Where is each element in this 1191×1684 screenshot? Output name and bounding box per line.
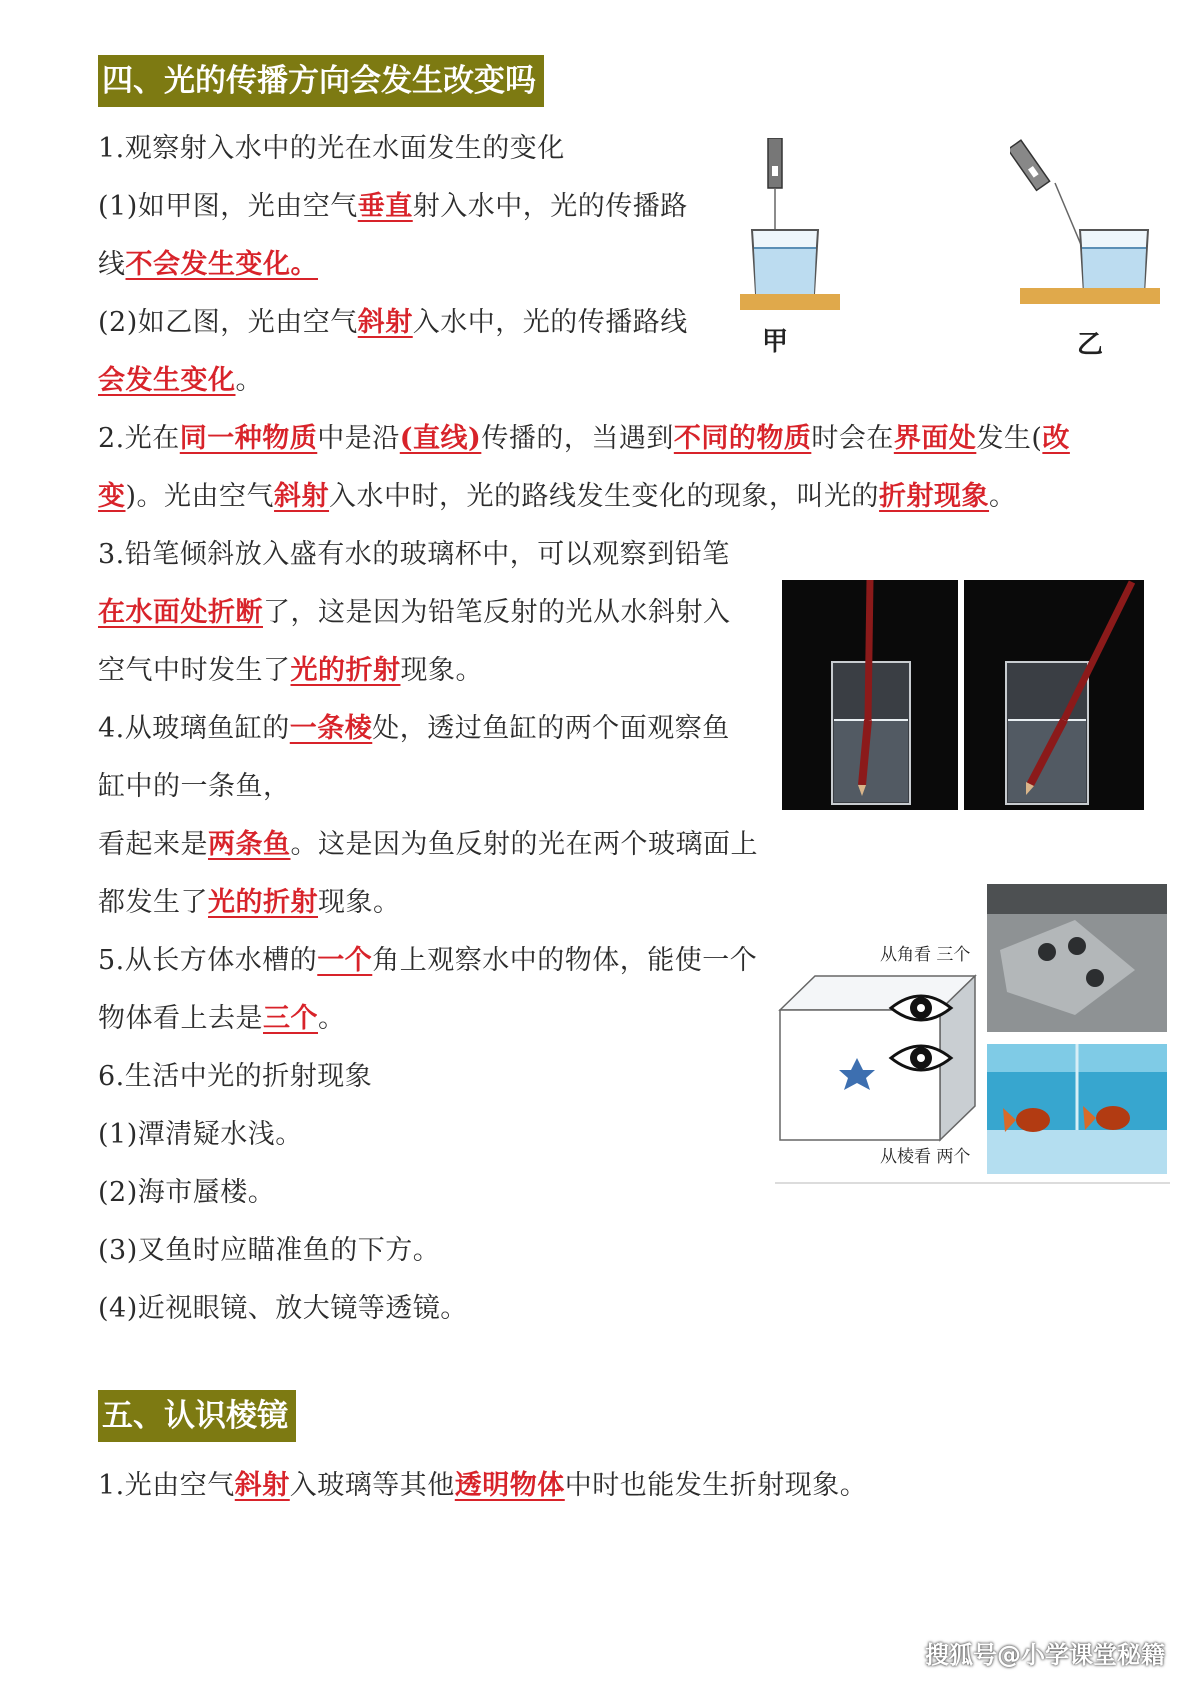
text: 线: [98, 249, 126, 280]
paragraph-2a: [98, 408, 1070, 470]
highlight: 改: [1042, 423, 1070, 454]
paragraph-4c: [98, 814, 758, 876]
watermark: 搜狐号@小学课堂秘籍: [925, 1641, 1165, 1669]
highlight: 一个: [317, 945, 373, 976]
paragraph-6-2: [98, 1162, 275, 1224]
paragraph-6-3: [98, 1220, 440, 1282]
text: 3.铅笔倾斜放入盛有水的玻璃杯中，可以观察到铅笔: [98, 539, 730, 570]
highlight: 变: [98, 481, 126, 512]
text: 中是沿: [317, 423, 400, 454]
text: 1.观察射入水中的光在水面发生的变化: [98, 133, 565, 164]
highlight: 不同的物质: [673, 423, 812, 454]
text: 物体看上去是: [98, 1003, 263, 1034]
text: 处，透过鱼缸的两个面观察鱼: [372, 713, 730, 744]
text: (2)如乙图，光由空气: [98, 307, 358, 338]
highlight: 斜射: [274, 481, 330, 512]
paragraph-3b: [98, 582, 731, 644]
paragraph-1b-cont: [98, 350, 263, 412]
text: (1)如甲图，光由空气: [98, 191, 358, 222]
highlight: 三个: [263, 1003, 318, 1034]
figure-jia-label: 甲: [761, 327, 789, 357]
highlight: 在水面处折断: [98, 597, 263, 628]
text: 中时也能发生折射现象。: [564, 1470, 868, 1501]
text: 传播的，当遇到: [481, 423, 674, 454]
text: 现象。: [318, 887, 401, 918]
text: 入水中，光的传播路线: [412, 307, 688, 338]
text: 现象。: [400, 655, 483, 686]
section-heading-4: 四、光的传播方向会发生改变吗: [98, 55, 544, 107]
figure-tank-views: [775, 880, 1170, 1190]
highlight: (直线): [399, 423, 482, 454]
figure-yi-label: 乙: [1076, 330, 1104, 360]
paragraph-5a: [98, 930, 757, 992]
highlight: 斜射: [234, 1470, 290, 1501]
section5-paragraph-1: [98, 1455, 867, 1517]
text: 入玻璃等其他: [289, 1470, 455, 1501]
text: 缸中的一条鱼，: [98, 771, 291, 802]
text: 看起来是: [98, 829, 208, 860]
highlight: 折射现象: [879, 481, 990, 512]
paragraph-1b: [98, 292, 688, 354]
paragraph-3a: [98, 524, 730, 586]
text: 。: [235, 365, 263, 396]
paragraph-4d: [98, 872, 401, 934]
paragraph-3c: [98, 640, 483, 702]
text: (1)潭清疑水浅。: [98, 1119, 303, 1150]
text: 5.从长方体水槽的: [98, 945, 318, 976]
paragraph-6-1: [98, 1104, 303, 1166]
text: 射入水中，光的传播路: [412, 191, 688, 222]
text: 。: [989, 481, 1017, 512]
highlight: 垂直: [357, 191, 413, 222]
paragraph-4a: [98, 698, 730, 760]
text: 空气中时发生了: [98, 655, 291, 686]
text: (2)海市蜃楼。: [98, 1177, 276, 1208]
paragraph-1: [98, 118, 565, 180]
highlight: 两条鱼: [208, 829, 291, 860]
text: 4.从玻璃鱼缸的: [98, 713, 290, 744]
highlight: 斜射: [357, 307, 413, 338]
highlight: 光的折射: [290, 655, 401, 686]
text: (3)叉鱼时应瞄准鱼的下方。: [98, 1235, 441, 1266]
text: 2.光在: [98, 423, 180, 454]
text: 都发生了: [98, 887, 208, 918]
paragraph-2b: [98, 466, 1017, 528]
paragraph-6: [98, 1046, 372, 1108]
highlight: 光的折射: [208, 887, 318, 918]
paragraph-1a: [98, 176, 688, 238]
highlight: 不会发生变化。: [125, 249, 318, 280]
text: 。这是因为鱼反射的光在两个玻璃面上: [290, 829, 758, 860]
paragraph-6-4: [98, 1278, 468, 1340]
section-heading-5: 五、认识棱镜: [98, 1390, 296, 1442]
text: (4)近视眼镜、放大镜等透镜。: [98, 1293, 468, 1324]
text: 1.光由空气: [98, 1470, 235, 1501]
text: 角上观察水中的物体，能使一个: [372, 945, 758, 976]
highlight: 一条棱: [289, 713, 373, 744]
photo-pencil-glass-2: [964, 580, 1144, 810]
figure-yi-oblique-light: [1010, 138, 1160, 368]
text: 6.生活中光的折射现象: [98, 1061, 373, 1092]
highlight: 透明物体: [454, 1470, 565, 1501]
figure-jia-vertical-light: [740, 138, 840, 368]
highlight: 界面处: [893, 423, 977, 454]
tank-label-edge: 从棱看 两个: [880, 1147, 971, 1167]
paragraph-5b: [98, 988, 346, 1050]
text: )。光由空气: [125, 481, 275, 512]
paragraph-1a-cont: [98, 234, 318, 296]
tank-label-corner: 从角看 三个: [880, 945, 971, 965]
text: 入水中时，光的路线发生变化的现象，叫光的: [329, 481, 880, 512]
paragraph-4b: [98, 756, 291, 818]
text: 。: [318, 1003, 346, 1034]
photo-pencil-glass-1: [782, 580, 958, 810]
text: 了，这是因为铅笔反射的光从水斜射入: [263, 597, 731, 628]
text: 时会在: [811, 423, 894, 454]
highlight: 会发生变化: [98, 365, 236, 396]
text: 发生(: [976, 423, 1043, 454]
highlight: 同一种物质: [179, 423, 318, 454]
